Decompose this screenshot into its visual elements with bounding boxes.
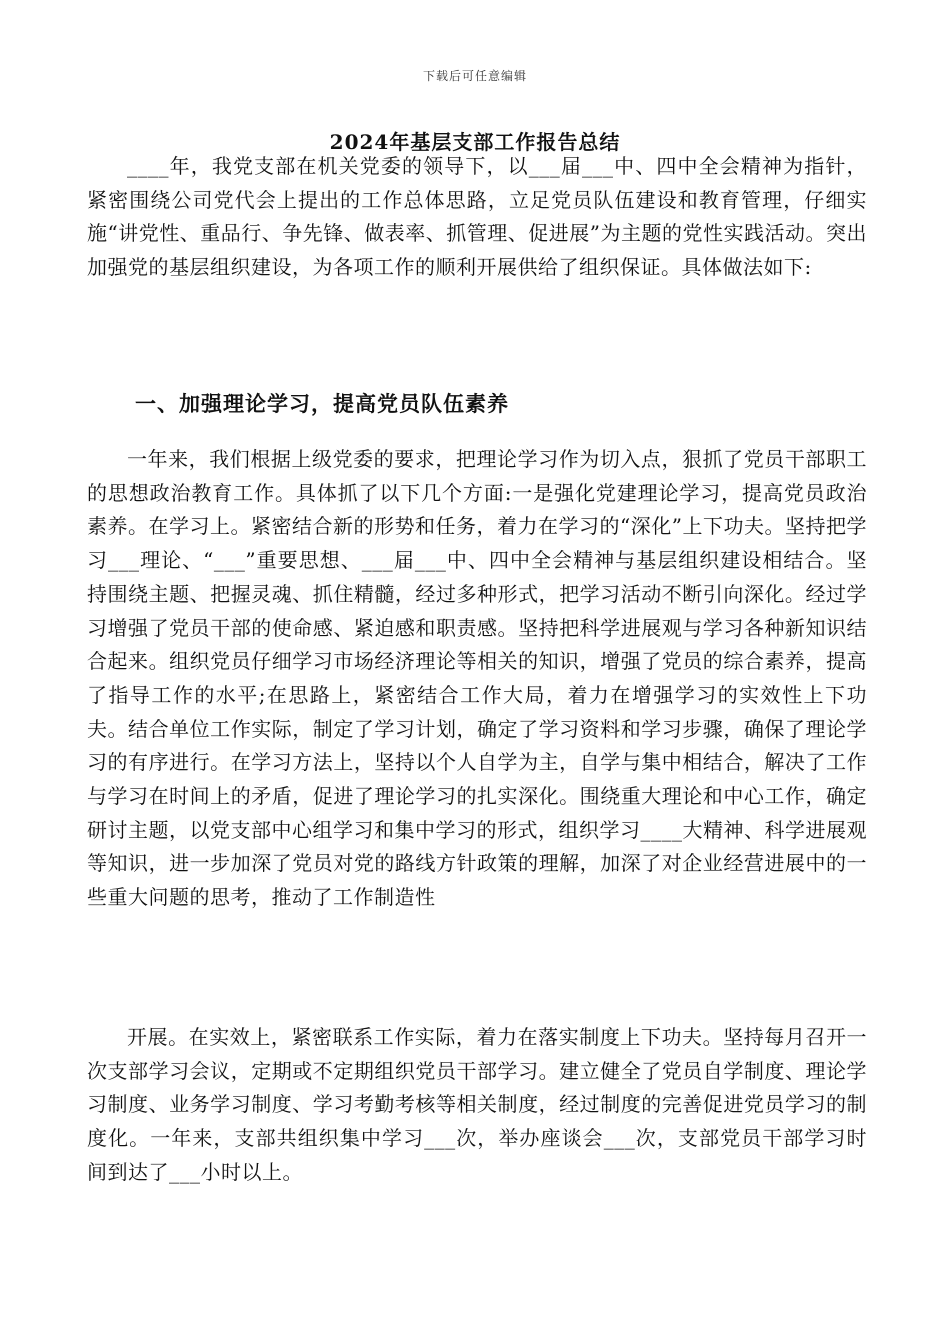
- header-note: 下载后可任意编辑: [422, 69, 527, 83]
- document-title: 2024年基层支部工作报告总结: [329, 130, 621, 154]
- section-heading: 一、加强理论学习，提高党员队伍素养: [135, 391, 509, 416]
- body-paragraph-continued: 开展。在实效上，紧密联系工作实际，着力在落实制度上下功夫。坚持每月召开一次支部学习会议，定期或不定期组织党员干部学习。建立健全了党员自学制度、理论学习制度、业务学习制度、学习考勤考核等相关制度，经过制度的完善促进党员学习的制度化。一年来，支部共组织集中学习___次，举办座谈会___次，支部党员干部学习时间到达了___小时以上。: [87, 1025, 867, 1184]
- intro-paragraph: ____年，我党支部在机关党委的领导下，以___届___中、四中全会精神为指针，紧密围绕公司党代会上提出的工作总体思路，立足党员队伍建设和教育管理，仔细实施“讲党性、重品行、争先锋、做表率、抓管理、促进展”为主题的党性实践活动。突出加强党的基层组织建设，为各项工作的顺利开展供给了组织保证。具体做法如下:: [87, 154, 867, 280]
- body-paragraph: 一年来，我们根据上级党委的要求，把理论学习作为切入点，狠抓了党员干部职工的思想政治教育工作。具体抓了以下几个方面:一是强化党建理论学习，提高党员政治素养。在学习上。紧密结合新的形势和任务，着力在学习的“深化”上下功夫。坚持把学习___理论、“___”重要思想、___届___中、四中全会精神与基层组织建设相结合。坚持围绕主题、把握灵魂、抓住精髓，经过多种形式，把学习活动不断引向深化。经过学习增强了党员干部的使命感、紧迫感和职责感。坚持把科学进展观与学习各种新知识结合起来。组织党员仔细学习市场经济理论等相关的知识，增强了党员的综合素养，提高了指导工作的水平;在思路上，紧密结合工作大局，着力在增强学习的实效性上下功夫。结合单位工作实际，制定了学习计划，确定了学习资料和学习步骤，确保了理论学习的有序进行。在学习方法上，坚持以个人自学为主，自学与集中相结合，解决了工作与学习在时间上的矛盾，促进了理论学习的扎实深化。围绕重大理论和中心工作，确定研讨主题，以党支部中心组学习和集中学习的形式，组织学习____大精神、科学进展观等知识，进一步加深了党员对党的路线方针政策的理解，加深了对企业经营进展中的一些重大问题的思考，推动了工作制造性: [87, 447, 867, 910]
